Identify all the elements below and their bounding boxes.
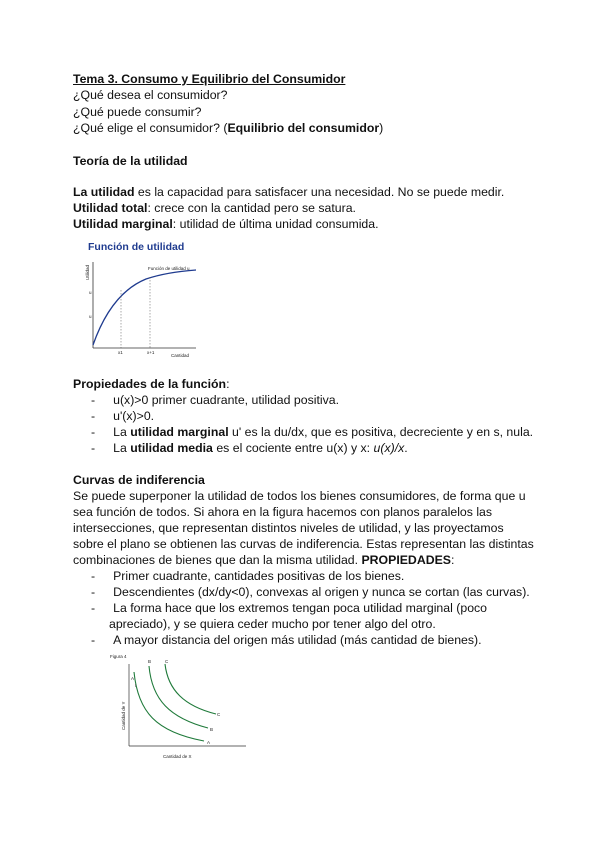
indifference-curve-b [149,666,208,728]
figure-1-curve-label: Función de utilidad u [148,266,190,271]
figure-2-label-a: A [131,676,135,681]
curves-item-1: - Primer cuadrante, cantidades positivas de los bienes. [91,569,405,583]
figure-1-xlabel: Cantidad [171,353,190,358]
figure-1-tick-y2: u [89,314,92,319]
theory-title: Teoría de la utilidad [73,154,188,168]
figure-1-tick-x2: x+1 [147,350,155,355]
curves-para-last-bold: PROPIEDADES [361,553,451,567]
curves-para-line-1: Se puede superponer la utilidad de todos los bienes consumidores, de forma que u [73,489,526,503]
curves-title: Curvas de indiferencia [73,473,205,487]
theory-line-3 [73,216,379,232]
property-item-2-text: u'(x)>0. [113,409,155,423]
figure-2-ylabel: Cantidad de Y [121,701,126,730]
curves-item-3-continued: apreciado), y se quiera ceder mucho por tener algo del otro. [109,617,436,631]
question-2: ¿Qué puede consumir? [73,105,202,119]
figure-2-title: Figura 4 [110,654,127,659]
indifference-curve-a [134,672,204,741]
curves-para-line-2: sea función de todos. Si ahora en la figura hacemos con planos paralelos las [73,505,493,519]
curves-para-last-text: combinaciones de bienes que dan la misma utilidad. [73,553,362,567]
property-item-3: - La utilidad marginal u' es la du/dx, que es positiva, decreciente y en s, nula. [91,425,534,439]
curves-item-3: - La forma hace que los extremos tengan poca utilidad marginal (poco [91,601,488,615]
figure-1-tick-y1: u [89,290,92,295]
property-item-3-post: u' es la du/dx, que es positiva, decreciente y en s, nula. [228,425,534,439]
figure-2-top-label-b: B [148,659,152,664]
question-3 [73,120,383,136]
property-item-4-text [113,441,408,455]
utility-curve [93,270,196,345]
curves-item-3-text: La forma hace que los extremos tengan poca utilidad marginal (poco [113,601,488,615]
property-item-3-text [113,425,533,439]
property-item-4-italic: u(x)/x [373,441,405,455]
theory-line-1-text: es la capacidad para satisfacer una necesidad. No se puede medir. [134,185,505,199]
figure-2-top-label-c: C [165,659,169,664]
curves-item-4: - A mayor distancia del origen más utilidad (más cantidad de bienes). [91,633,482,647]
theory-line-3-bold: Utilidad marginal [73,217,173,231]
figure-1-tick-x1: x1 [118,350,123,355]
curves-para-line-3: intersecciones, que representan distintos niveles de utilidad, y las proyectamos [73,521,504,535]
question-1: ¿Qué desea el consumidor? [73,88,228,102]
curves-para-line-4: sobre el plano se obtienen las curvas de indiferencia. Estas representan las distintas [73,537,534,551]
question-3-bold: Equilibrio del consumidor [227,121,380,135]
figure-2-label-i: I [135,683,137,688]
property-item-4: - La utilidad media es el cociente entre u(x) y x: u(x)/x. [91,441,408,455]
question-3-prefix: ¿Qué elige el consumidor? ( [73,121,228,135]
curves-para-line-5 [73,552,454,568]
curves-item-1-text: Primer cuadrante, cantidades positivas de los bienes. [113,569,405,583]
property-item-2: - u'(x)>0. [91,409,155,423]
figure-2-label-a-end: A [207,740,211,745]
figure-2-xlabel: Cantidad de X [163,754,192,759]
curves-item-2: - Descendientes (dx/dy<0), convexas al origen y nunca se cortan (las curvas). [91,585,530,599]
theory-line-2-text: : crece con la cantidad pero se satura. [147,201,356,215]
curves-para-last-end: : [450,553,455,567]
property-item-1-text: u(x)>0 primer cuadrante, utilidad positiva. [113,393,340,407]
property-item-1: - u(x)>0 primer cuadrante, utilidad positiva. [91,393,340,407]
curves-item-4-text: A mayor distancia del origen más utilidad (más cantidad de bienes). [113,633,482,647]
property-item-4-bold: utilidad media [130,441,213,455]
properties-title [73,376,229,392]
property-item-4-end: . [404,441,408,455]
question-3-suffix: ) [379,121,384,135]
theory-line-2 [73,200,356,216]
curves-item-2-text: Descendientes (dx/dy<0), convexas al origen y nunca se cortan (las curvas). [113,585,530,599]
figure-1-title: Función de utilidad [88,241,185,253]
property-item-4-post: es el cociente entre u(x) y x: [212,441,374,455]
figure-1-ylabel: Utilidad [85,264,90,280]
figure-2-label-c-end: C [217,712,221,717]
figure-2-label-b-end: B [210,727,214,732]
property-item-3-pre: La [113,425,131,439]
theory-line-2-bold: Utilidad total [73,201,148,215]
properties-title-suffix: : [226,377,230,391]
indifference-curve-c [165,664,216,714]
theory-line-1-bold: La utilidad [73,185,135,199]
indifference-curves-figure [106,650,256,765]
theory-line-1 [73,184,504,200]
property-item-4-pre: La [113,441,131,455]
theory-line-3-text: : utilidad de última unidad consumida. [172,217,379,231]
utility-function-figure [84,236,214,362]
property-item-3-bold: utilidad marginal [130,425,229,439]
properties-title-text: Propiedades de la función [73,377,227,391]
document-heading: Tema 3. Consumo y Equilibrio del Consumidor [73,72,346,86]
